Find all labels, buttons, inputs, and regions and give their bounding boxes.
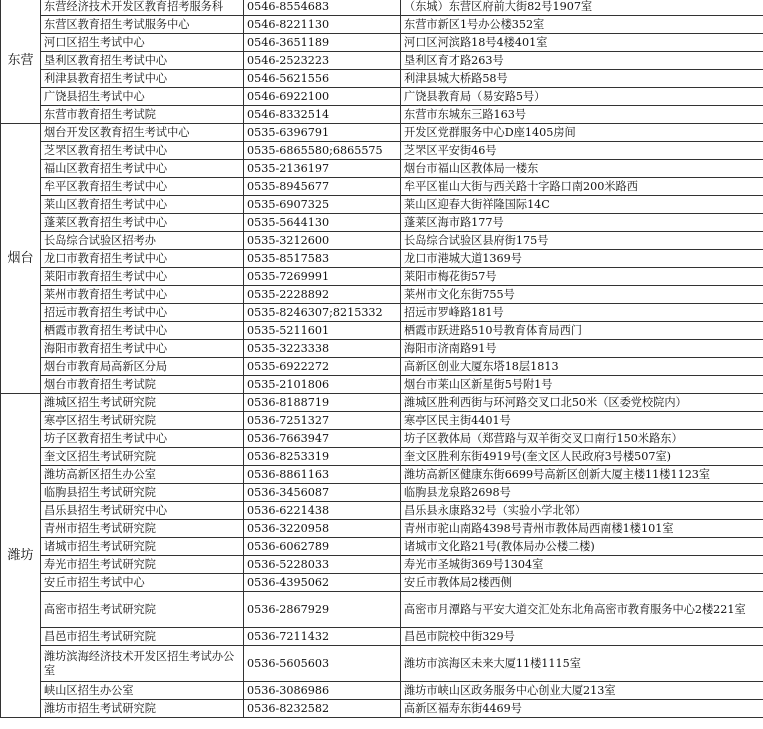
phone-cell: 0536-3220958 xyxy=(244,520,401,538)
office-name-cell: 潍坊滨海经济技术开发区招生考试办公室 xyxy=(41,646,244,682)
office-name-cell: 蓬莱区教育招生考试中心 xyxy=(41,214,244,232)
phone-cell: 0536-7251327 xyxy=(244,412,401,430)
office-name-cell: 长岛综合试验区招考办 xyxy=(41,232,244,250)
phone-cell: 0546-3651189 xyxy=(244,34,401,52)
address-cell: 坊子区教体局（郑营路与双羊街交叉口南行150米路东） xyxy=(401,430,763,448)
table-row xyxy=(1,196,763,214)
phone-cell: 0536-3456087 xyxy=(244,484,401,502)
address-cell: 莱山区迎春大街祥隆国际14C xyxy=(401,196,763,214)
address-cell: 广饶县教育局（易安路5号） xyxy=(401,88,763,106)
address-cell: 烟台市福山区教体局一楼东 xyxy=(401,160,763,178)
phone-cell: 0535-2101806 xyxy=(244,376,401,394)
phone-cell: 0536-7211432 xyxy=(244,628,401,646)
phone-cell: 0536-6062789 xyxy=(244,538,401,556)
table-row xyxy=(1,34,763,52)
phone-cell: 0536-7663947 xyxy=(244,430,401,448)
table-row xyxy=(1,628,763,646)
address-cell: 诸城市文化路21号(教体局办公楼二楼) xyxy=(401,538,763,556)
table-row xyxy=(1,124,763,142)
office-name-cell: 临朐县招生考试研究院 xyxy=(41,484,244,502)
address-cell: 蓬莱区海市路177号 xyxy=(401,214,763,232)
office-name-cell: 东营市教育招生考试院 xyxy=(41,106,244,124)
table-row xyxy=(1,466,763,484)
city-cell: 潍坊 xyxy=(1,394,41,718)
phone-cell: 0536-8188719 xyxy=(244,394,401,412)
phone-cell: 0546-8221130 xyxy=(244,16,401,34)
office-name-cell: 青州市招生考试研究院 xyxy=(41,520,244,538)
phone-cell: 0535-5211601 xyxy=(244,322,401,340)
office-name-cell: 峡山区招生办公室 xyxy=(41,682,244,700)
office-name-cell: 烟台市教育招生考试院 xyxy=(41,376,244,394)
table-row xyxy=(1,232,763,250)
table-row xyxy=(1,484,763,502)
office-name-cell: 安丘市招生考试中心 xyxy=(41,574,244,592)
table-row xyxy=(1,340,763,358)
phone-cell: 0535-5644130 xyxy=(244,214,401,232)
office-name-cell: 海阳市教育招生考试中心 xyxy=(41,340,244,358)
address-cell: 河口区河滨路18号4楼401室 xyxy=(401,34,763,52)
address-cell: 莱州市文化东街755号 xyxy=(401,286,763,304)
table-row xyxy=(1,520,763,538)
address-cell: 东营市东城东三路163号 xyxy=(401,106,763,124)
table-row xyxy=(1,178,763,196)
table-row xyxy=(1,430,763,448)
office-name-cell: 莱阳市教育招生考试中心 xyxy=(41,268,244,286)
office-name-cell: 利津县教育招生考试中心 xyxy=(41,70,244,88)
address-cell: 垦利区育才路263号 xyxy=(401,52,763,70)
phone-cell: 0536-4395062 xyxy=(244,574,401,592)
office-name-cell: 烟台市教育局高新区分局 xyxy=(41,358,244,376)
office-name-cell: 招远市教育招生考试中心 xyxy=(41,304,244,322)
office-name-cell: 昌邑市招生考试研究院 xyxy=(41,628,244,646)
office-name-cell: 广饶县招生考试中心 xyxy=(41,88,244,106)
phone-cell: 0546-8554683 xyxy=(244,0,401,16)
office-name-cell: 莱山区教育招生考试中心 xyxy=(41,196,244,214)
table-row xyxy=(1,142,763,160)
phone-cell: 0535-3223338 xyxy=(244,340,401,358)
table-row xyxy=(1,502,763,520)
phone-cell: 0536-8861163 xyxy=(244,466,401,484)
phone-cell: 0536-3086986 xyxy=(244,682,401,700)
table-row xyxy=(1,538,763,556)
office-name-cell: 栖霞市教育招生考试中心 xyxy=(41,322,244,340)
address-cell: 龙口市港城大道1369号 xyxy=(401,250,763,268)
address-cell: 利津县城大桥路58号 xyxy=(401,70,763,88)
address-cell: 高新区福寿东街4469号 xyxy=(401,700,763,718)
address-cell: 栖霞市跃进路510号教育体育局西门 xyxy=(401,322,763,340)
phone-cell: 0535-8246307;8215332 xyxy=(244,304,401,322)
table-row xyxy=(1,646,763,682)
phone-cell: 0535-6396791 xyxy=(244,124,401,142)
office-name-cell: 高密市招生考试研究院 xyxy=(41,592,244,628)
phone-cell: 0546-6922100 xyxy=(244,88,401,106)
address-cell: 烟台市莱山区新星街5号附1号 xyxy=(401,376,763,394)
table-row xyxy=(1,52,763,70)
office-name-cell: 潍坊高新区招生办公室 xyxy=(41,466,244,484)
office-name-cell: 芝罘区教育招生考试中心 xyxy=(41,142,244,160)
table-row xyxy=(1,322,763,340)
table-row xyxy=(1,700,763,718)
office-name-cell: 诸城市招生考试研究院 xyxy=(41,538,244,556)
table-row xyxy=(1,394,763,412)
address-cell: （东城）东营区府前大街82号1907室 xyxy=(401,0,763,16)
table-row xyxy=(1,682,763,700)
table-row xyxy=(1,0,763,16)
address-cell: 招远市罗峰路181号 xyxy=(401,304,763,322)
table-row xyxy=(1,376,763,394)
phone-cell: 0546-8332514 xyxy=(244,106,401,124)
city-cell: 东营 xyxy=(1,0,41,124)
address-cell: 寿光市圣城街369号1304室 xyxy=(401,556,763,574)
address-cell: 海阳市济南路91号 xyxy=(401,340,763,358)
phone-cell: 0536-6221438 xyxy=(244,502,401,520)
address-cell: 青州市驼山南路4398号青州市教体局西南楼1楼101室 xyxy=(401,520,763,538)
table-row xyxy=(1,286,763,304)
phone-cell: 0546-2523223 xyxy=(244,52,401,70)
address-cell: 长岛综合试验区县府街175号 xyxy=(401,232,763,250)
phone-cell: 0536-2867929 xyxy=(244,592,401,628)
phone-cell: 0535-6865580;6865575 xyxy=(244,142,401,160)
table-row xyxy=(1,214,763,232)
table-row xyxy=(1,574,763,592)
office-name-cell: 垦利区教育招生考试中心 xyxy=(41,52,244,70)
address-cell: 开发区党群服务中心D座1405房间 xyxy=(401,124,763,142)
phone-cell: 0535-7269991 xyxy=(244,268,401,286)
table-row xyxy=(1,412,763,430)
table-row xyxy=(1,160,763,178)
phone-cell: 0546-5621556 xyxy=(244,70,401,88)
phone-cell: 0536-5605603 xyxy=(244,646,401,682)
phone-cell: 0536-8232582 xyxy=(244,700,401,718)
phone-cell: 0535-6907325 xyxy=(244,196,401,214)
address-cell: 潍城区胜利西街与环河路交叉口北50米（区委党校院内） xyxy=(401,394,763,412)
address-cell: 奎文区胜利东街4919号(奎文区人民政府3号楼507室) xyxy=(401,448,763,466)
office-name-cell: 龙口市教育招生考试中心 xyxy=(41,250,244,268)
office-name-cell: 潍城区招生考试研究院 xyxy=(41,394,244,412)
phone-cell: 0536-8253319 xyxy=(244,448,401,466)
address-cell: 昌邑市院校中街329号 xyxy=(401,628,763,646)
address-cell: 潍坊市峡山区政务服务中心创业大厦213室 xyxy=(401,682,763,700)
phone-cell: 0535-6922272 xyxy=(244,358,401,376)
address-cell: 潍坊高新区健康东街6699号高新区创新大厦主楼11楼1123室 xyxy=(401,466,763,484)
address-cell: 临朐县龙泉路2698号 xyxy=(401,484,763,502)
table-row xyxy=(1,358,763,376)
address-cell: 寒亭区民主街4401号 xyxy=(401,412,763,430)
address-cell: 莱阳市梅花街57号 xyxy=(401,268,763,286)
phone-cell: 0535-8517583 xyxy=(244,250,401,268)
address-cell: 牟平区崔山大街与西关路十字路口南200米路西 xyxy=(401,178,763,196)
address-cell: 昌乐县永康路32号（实验小学北邻） xyxy=(401,502,763,520)
office-name-cell: 昌乐县招生考试研究中心 xyxy=(41,502,244,520)
office-name-cell: 福山区教育招生考试中心 xyxy=(41,160,244,178)
office-name-cell: 烟台开发区教育招生考试中心 xyxy=(41,124,244,142)
table-row xyxy=(1,304,763,322)
city-cell: 烟台 xyxy=(1,124,41,394)
address-cell: 高密市月潭路与平安大道交汇处东北角高密市教育服务中心2楼221室 xyxy=(401,592,763,628)
table-row xyxy=(1,448,763,466)
office-name-cell: 寒亭区招生考试研究院 xyxy=(41,412,244,430)
office-name-cell: 莱州市教育招生考试中心 xyxy=(41,286,244,304)
office-name-cell: 坊子区教育招生考试中心 xyxy=(41,430,244,448)
office-name-cell: 河口区招生考试中心 xyxy=(41,34,244,52)
office-name-cell: 寿光市招生考试研究院 xyxy=(41,556,244,574)
table-row xyxy=(1,592,763,628)
office-name-cell: 潍坊市招生考试研究院 xyxy=(41,700,244,718)
table-row xyxy=(1,556,763,574)
address-cell: 高新区创业大厦东塔18层1813 xyxy=(401,358,763,376)
address-cell: 安丘市教体局2楼西侧 xyxy=(401,574,763,592)
office-name-cell: 牟平区教育招生考试中心 xyxy=(41,178,244,196)
phone-cell: 0535-2228892 xyxy=(244,286,401,304)
phone-cell: 0536-5228033 xyxy=(244,556,401,574)
office-name-cell: 奎文区招生考试研究院 xyxy=(41,448,244,466)
table-row xyxy=(1,16,763,34)
table-row xyxy=(1,70,763,88)
table-row xyxy=(1,88,763,106)
address-cell: 东营市新区1号办公楼352室 xyxy=(401,16,763,34)
table-row xyxy=(1,268,763,286)
table-row xyxy=(1,106,763,124)
directory-body xyxy=(1,0,763,718)
phone-cell: 0535-8945677 xyxy=(244,178,401,196)
address-cell: 潍坊市滨海区未来大厦11楼1115室 xyxy=(401,646,763,682)
office-name-cell: 东营经济技术开发区教育招考服务科 xyxy=(41,0,244,16)
address-cell: 芝罘区平安街46号 xyxy=(401,142,763,160)
phone-cell: 0535-2136197 xyxy=(244,160,401,178)
table-row xyxy=(1,250,763,268)
phone-cell: 0535-3212600 xyxy=(244,232,401,250)
office-name-cell: 东营区教育招生考试服务中心 xyxy=(41,16,244,34)
